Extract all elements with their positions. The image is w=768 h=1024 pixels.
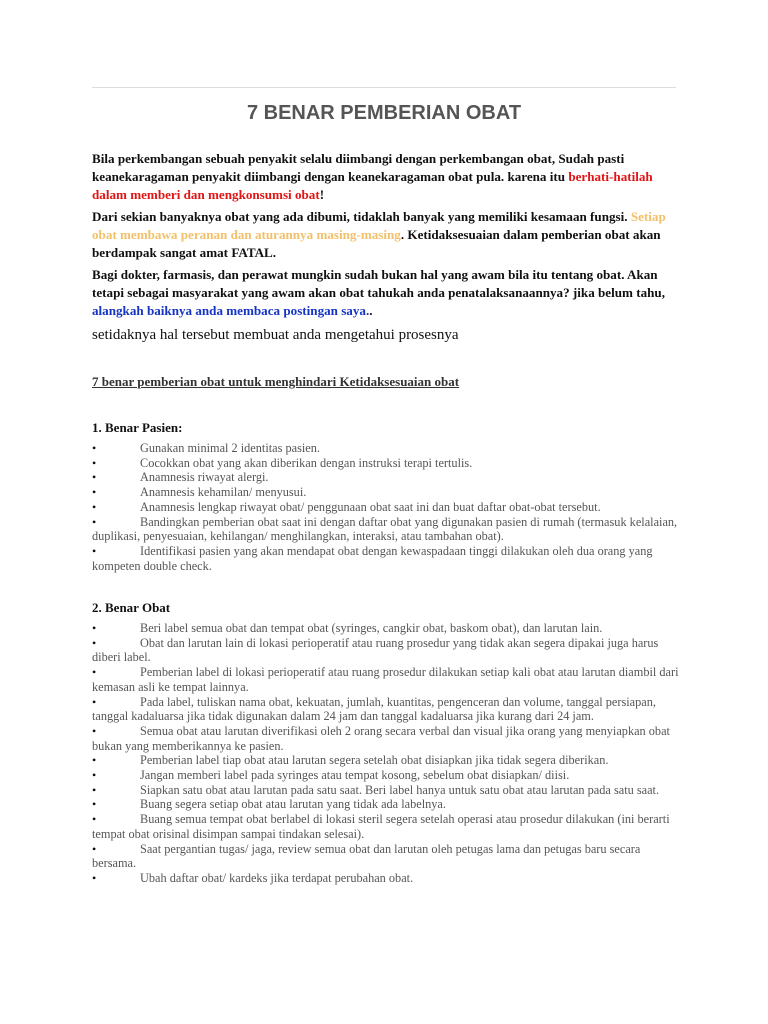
- bullet-icon: •: [92, 455, 97, 470]
- intro-paragraph-3: [92, 266, 682, 320]
- intro-2-text: Dari sekian banyaknya obat yang ada dibumi, tidaklah banyak yang memiliki kesamaan fungsi.: [92, 209, 631, 224]
- section-heading-benar-obat: 2. Benar Obat: [92, 600, 171, 615]
- list-item-text: Bandingkan pemberian obat saat ini dengan daftar obat yang digunakan pasien di rumah (termasuk kelalaian, duplikasi, penyesuaian, kehilangan/ menghilangkan, interaksi, atau tambahan obat).: [92, 514, 678, 544]
- list-item-text: Buang semua tempat obat berlabel di lokasi steril segera setelah operasi atau prosedur dilakukan (ini berarti tempat obat orisinal disimpan sampai tindakan selesai).: [92, 812, 670, 841]
- section-heading-benar-pasien: 1. Benar Pasien:: [92, 420, 183, 435]
- list-item-text: Cocokkan obat yang akan diberikan dengan instruksi terapi tertulis.: [140, 455, 473, 470]
- intro-3-tail: .: [369, 303, 373, 318]
- bullet-icon: •: [92, 543, 97, 558]
- list-item: [92, 515, 682, 544]
- list-item-text: Buang segera setiap obat atau larutan yang tidak ada labelnya.: [140, 797, 446, 812]
- list-item: [92, 544, 682, 573]
- list-item: [92, 485, 682, 500]
- bullet-icon: •: [92, 485, 97, 500]
- intro-2-tail: . Ketidaksesuaian dalam pemberian obat akan berdampak sangat amat FATAL.: [92, 227, 661, 260]
- bullet-icon: •: [92, 694, 97, 709]
- bullet-icon: •: [92, 812, 97, 827]
- list-item: [92, 441, 682, 456]
- list-item: [92, 695, 682, 724]
- benar-obat-list: [92, 621, 682, 886]
- bullet-icon: •: [92, 499, 97, 514]
- page-title: 7 BENAR PEMBERIAN OBAT: [246, 102, 522, 124]
- list-item: [92, 842, 682, 871]
- list-item-text: Jangan memberi label pada syringes atau tempat kosong, sebelum obat disiapkan/ diisi.: [140, 768, 570, 783]
- list-item: [92, 753, 682, 768]
- benar-pasien-list: [92, 441, 682, 573]
- list-item-text: Pemberian label tiap obat atau larutan segera setelah obat disiapkan jika tidak segera diberikan.: [140, 753, 609, 768]
- intro-section: [92, 150, 682, 324]
- intro-paragraph-2: [92, 208, 682, 262]
- list-item: [92, 636, 682, 665]
- intro-3-highlight-blue: alangkah baiknya anda membaca postingan saya.: [92, 303, 370, 318]
- list-item-text: Beri label semua obat dan tempat obat (syringes, cangkir obat, baskom obat), dan larutan lain.: [140, 621, 603, 635]
- list-item-text: Semua obat atau larutan diverifikasi oleh 2 orang secara verbal dan visual jika orang yang menyiapkan obat bukan yang memberikannya ke pasien.: [92, 723, 670, 753]
- bullet-icon: •: [92, 441, 97, 455]
- list-item: [92, 768, 682, 783]
- list-intro-heading: 7 benar pemberian obat untuk menghindari Ketidaksesuaian obat: [92, 374, 460, 389]
- bullet-icon: •: [92, 665, 97, 680]
- list-item-text: Anamnesis lengkap riwayat obat/ penggunaan obat saat ini dan buat daftar obat-obat tersebut.: [140, 499, 601, 514]
- intro-3-text: Bagi dokter, farmasis, dan perawat mungkin sudah bukan hal yang awam bila itu tentang obat. Akan tetapi sebagai masyarakat yang awam akan obat tahukah anda penatalaksanaannya? jika belum tahu,: [92, 267, 665, 300]
- list-item: [92, 797, 682, 812]
- list-item: [92, 665, 682, 694]
- bullet-icon: •: [92, 470, 97, 485]
- list-item: [92, 724, 682, 753]
- list-item-text: Ubah daftar obat/ kardeks jika terdapat perubahan obat.: [140, 870, 414, 885]
- bullet-icon: •: [92, 514, 97, 529]
- intro-paragraph-1: [92, 150, 682, 204]
- bullet-icon: •: [92, 782, 97, 797]
- bullet-icon: •: [92, 768, 97, 783]
- bullet-icon: •: [92, 841, 97, 856]
- bullet-icon: •: [92, 870, 97, 885]
- list-item-text: Obat dan larutan lain di lokasi perioperatif atau ruang prosedur yang tidak akan segera dipakai juga harus diberi label.: [92, 635, 659, 665]
- header-divider: [92, 87, 676, 88]
- list-item-text: Gunakan minimal 2 identitas pasien.: [140, 441, 320, 455]
- list-item-text: Identifikasi pasien yang akan mendapat obat dengan kewaspadaan tinggi dilakukan oleh dua orang yang kompeten double check.: [92, 543, 653, 573]
- list-item: [92, 783, 682, 798]
- list-item-text: Saat pergantian tugas/ jaga, review semua obat dan larutan oleh petugas lama dan petugas baru secara bersama.: [92, 841, 641, 871]
- list-item: [92, 500, 682, 515]
- list-item-text: Siapkan satu obat atau larutan pada satu saat. Beri label hanya untuk satu obat atau larutan pada satu saat.: [140, 782, 660, 797]
- list-item: [92, 456, 682, 471]
- list-item: [92, 871, 682, 886]
- intro-1-tail: !: [319, 187, 325, 202]
- list-item-text: Pada label, tuliskan nama obat, kekuatan, jumlah, kuantitas, pengenceran dan volume, tanggal persiapan, tanggal kadaluarsa jika tidak digunakan dalam 24 jam dan tanggal kadaluarsa jika kurang dari 24 jam.: [92, 694, 656, 724]
- emphasis-line: setidaknya hal tersebut membuat anda mengetahui prosesnya: [92, 327, 459, 343]
- bullet-icon: •: [92, 621, 97, 635]
- list-item-text: Anamnesis kehamilan/ menyusui.: [140, 485, 307, 500]
- bullet-icon: •: [92, 723, 97, 738]
- list-item-text: Pemberian label di lokasi perioperatif atau ruang prosedur dilakukan setiap kali obat atau larutan diambil dari kemasan asli ke tempat lainnya.: [92, 665, 679, 694]
- intro-2-highlight-amber: Setiap obat membawa peranan dan aturannya masing-masing: [92, 209, 666, 242]
- intro-1-text: Bila perkembangan sebuah penyakit selalu diimbangi dengan perkembangan obat, Sudah pasti keanekaragaman penyakit diimbangi dengan keanekaragaman obat pula. karena itu: [92, 151, 625, 184]
- list-item: [92, 812, 682, 841]
- list-item: [92, 470, 682, 485]
- bullet-icon: •: [92, 753, 97, 768]
- list-item: [92, 621, 682, 636]
- intro-1-highlight-red: berhati-hatilah dalam memberi dan mengkonsumsi obat: [92, 169, 653, 202]
- bullet-icon: •: [92, 797, 97, 812]
- list-item-text: Anamnesis riwayat alergi.: [140, 470, 269, 485]
- bullet-icon: •: [92, 635, 97, 650]
